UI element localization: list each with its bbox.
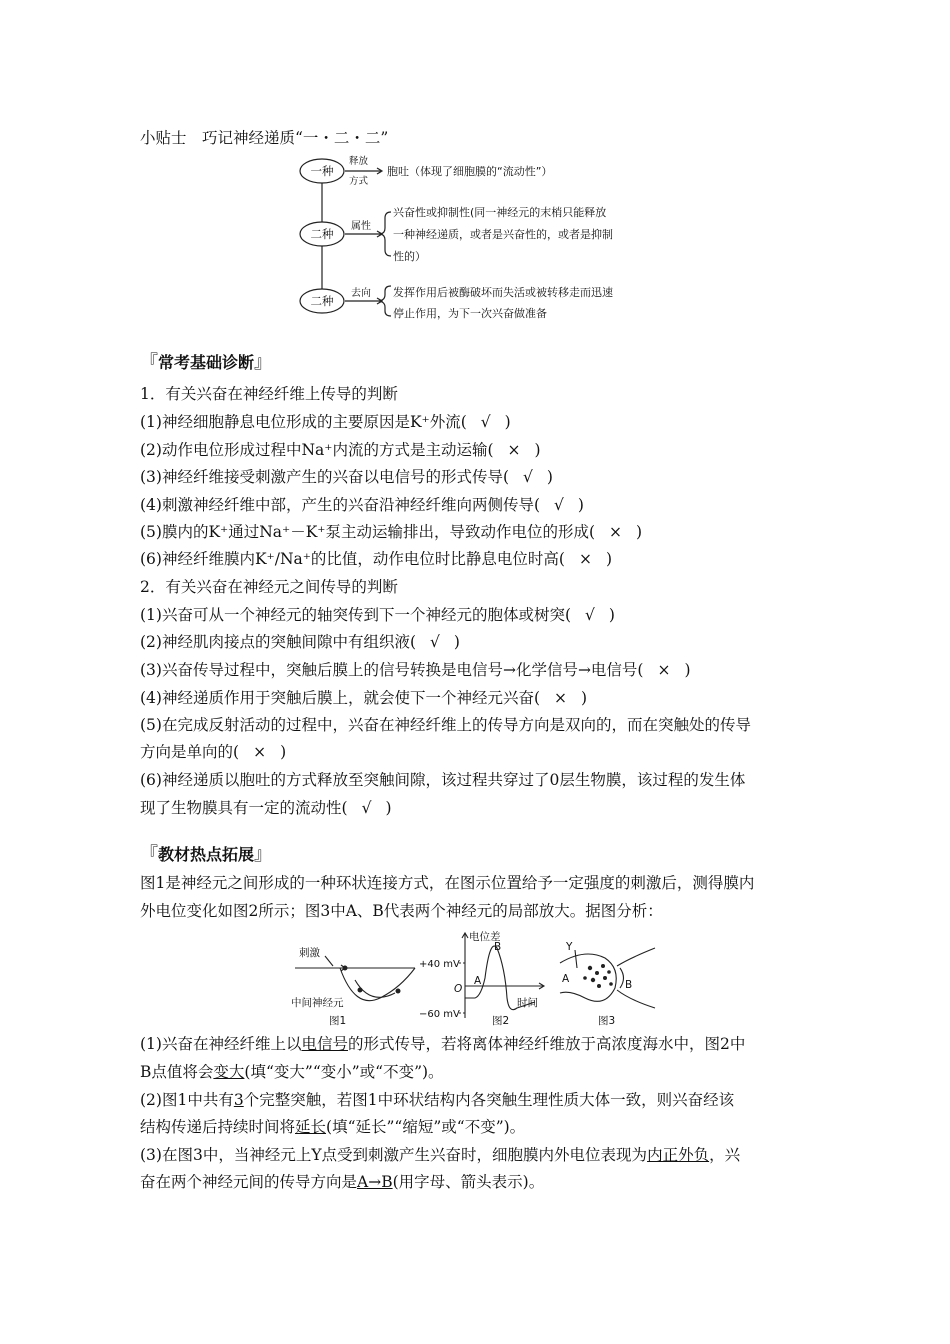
fig2-b: B <box>494 941 502 953</box>
fig2-ylabel: 电位差 <box>469 931 501 943</box>
fig2-origin: O <box>454 983 463 995</box>
node3-label: 去向 <box>351 288 371 299</box>
q2-item: (3)兴奋传导过程中，突触后膜上的信号转换是电信号→化学信号→电信号( × ) <box>140 661 691 679</box>
vesicles <box>583 964 613 988</box>
node-3: 二种 <box>310 294 334 308</box>
q1-item: (6)神经纤维膜内K⁺/Na⁺的比值，动作电位时比静息电位时高( × ) <box>140 550 613 568</box>
figures <box>285 928 665 1028</box>
answer-1-line2: B点值将会变大(填“变大”“变小”或“不变”)。 <box>140 1063 444 1081</box>
fig2-xlabel: 时间 <box>517 997 538 1009</box>
fig3-a: A <box>562 973 570 985</box>
fig1-caption: 图1 <box>329 1015 347 1027</box>
q1-item: (5)膜内的K⁺通过Na⁺－K⁺泵主动运输排出，导致动作电位的形成( × ) <box>140 523 643 541</box>
q2-item: (1)兴奋可从一个神经元的轴突传到下一个神经元的胞体或树突( √ ) <box>140 606 615 624</box>
fig2-top: +40 mV <box>419 959 460 970</box>
node3-text-1: 发挥作用后被酶破坏而失活或被转移走而迅速 <box>393 286 613 299</box>
q2-title: 2．有关兴奋在神经元之间传导的判断 <box>140 578 398 596</box>
q2-item-6-line2: 现了生物膜具有一定的流动性( √ ) <box>140 799 392 817</box>
mnemonic-diagram <box>295 150 675 330</box>
q2-item-6-line1: (6)神经递质以胞吐的方式释放至突触间隙，该过程共穿过了0层生物膜，该过程的发生体 <box>140 771 746 789</box>
node2-text-3: 性的） <box>393 250 426 263</box>
fig3-caption: 图3 <box>598 1015 616 1027</box>
node-1: 一种 <box>310 164 334 178</box>
answer-3-line2: 奋在两个神经元间的传导方向是A→B(用字母、箭头表示)。 <box>140 1173 545 1191</box>
fig2-bottom: −60 mV <box>419 1009 460 1020</box>
fig1-label: 中间神经元 <box>291 997 344 1009</box>
node-2: 二种 <box>310 227 334 241</box>
node2-text-2: 一种神经递质，或者是兴奋性的，或者是抑制 <box>393 228 613 241</box>
answer-3-line1: (3)在图3中，当神经元上Y点受到刺激产生兴奋时，细胞膜内外电位表现为内正外负，兴 <box>140 1146 741 1164</box>
fig3-y: Y <box>566 941 573 953</box>
node1-text: 胞吐（体现了细胞膜的“流动性”） <box>387 165 553 178</box>
figure-1 <box>295 956 415 1001</box>
answer-2-line1: (2)图1中共有3个完整突触，若图1中环状结构内各突触生理性质大体一致，则兴奋经该 <box>140 1091 735 1109</box>
node3-text-2: 停止作用，为下一次兴奋做准备 <box>393 307 547 320</box>
q2-item: (2)神经肌肉接点的突触间隙中有组织液( √ ) <box>140 633 460 651</box>
tip-title: 小贴士 巧记神经递质“一・二・二” <box>140 129 389 147</box>
answer-1-line1: (1)兴奋在神经纤维上以电信号的形式传导，若将离体神经纤维放于高浓度海水中，图2中 <box>140 1035 746 1053</box>
q1-item: (4)刺激神经纤维中部，产生的兴奋沿神经纤维向两侧传导( √ ) <box>140 496 584 514</box>
node1-label-b: 方式 <box>349 176 369 187</box>
fig1-stim: 刺激 <box>299 947 320 959</box>
fig3-b: B <box>625 979 633 991</box>
q2-item: (4)神经递质作用于突触后膜上，就会使下一个神经元兴奋( × ) <box>140 689 588 707</box>
q2-item-5-line1: (5)在完成反射活动的过程中，兴奋在神经纤维上的传导方向是双向的，而在突触处的传导 <box>140 716 751 734</box>
section-heading-textbook: 『教材热点拓展』 <box>140 844 273 865</box>
q2-item-5-line2: 方向是单向的( × ) <box>140 743 287 761</box>
figure-3 <box>560 948 655 1008</box>
intro-line-1: 图1是神经元之间形成的一种环状连接方式，在图示位置给予一定强度的刺激后，测得膜内 <box>140 874 755 892</box>
q1-item: (2)动作电位形成过程中Na⁺内流的方式是主动运输( × ) <box>140 441 541 459</box>
intro-line-2: 外电位变化如图2所示；图3中A、B代表两个神经元的局部放大。据图分析： <box>140 902 663 920</box>
node2-text-1: 兴奋性或抑制性(同一神经元的末梢只能释放 <box>393 206 607 219</box>
node2-label: 属性 <box>351 221 371 232</box>
node1-label-a: 释放 <box>349 156 369 167</box>
q1-item: (3)神经纤维接受刺激产生的兴奋以电信号的形式传导( √ ) <box>140 468 553 486</box>
fig2-caption: 图2 <box>492 1015 510 1027</box>
answer-2-line2: 结构传递后持续时间将延长(填“延长”“缩短”或“不变”)。 <box>140 1118 526 1136</box>
section-heading-basics: 『常考基础诊断』 <box>140 352 273 373</box>
q1-title: 1．有关兴奋在神经纤维上传导的判断 <box>140 385 398 403</box>
q1-item: (1)神经细胞静息电位形成的主要原因是K⁺外流( √ ) <box>140 413 511 431</box>
fig2-a: A <box>474 975 482 987</box>
